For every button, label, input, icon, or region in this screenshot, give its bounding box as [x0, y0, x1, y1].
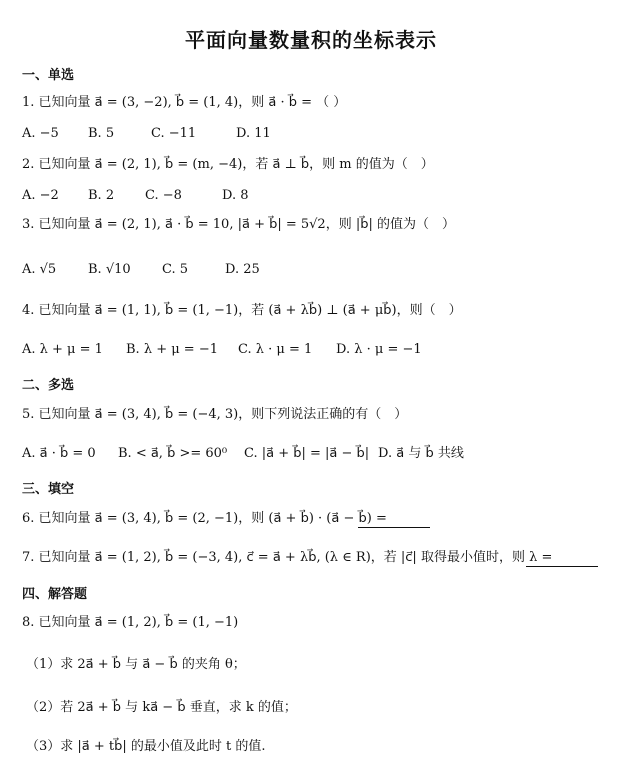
question-1-text: 1. 已知向量 a⃗ = (3, −2), b⃗ = (1, 4)，则 a⃗ · b⃗ = （ ） [22, 95, 347, 110]
question-4-option-d: D. λ · μ = −1 [336, 342, 422, 357]
question-7-text: 7. 已知向量 a⃗ = (1, 2), b⃗ = (−3, 4), c⃗ = a⃗ + λb⃗, (λ ∈ R)，若 |c⃗| 取得最小值时，则 λ = [22, 550, 553, 565]
question-4-option-b: B. λ + μ = −1 [126, 342, 218, 357]
question-4-text: 4. 已知向量 a⃗ = (1, 1), b⃗ = (1, −1)，若 (a⃗ + λb⃗) ⊥ (a⃗ + μb⃗)，则（ ） [22, 303, 462, 318]
section-heading-fill-in: 三、填空 [22, 482, 75, 497]
question-4-option-a: A. λ + μ = 1 [22, 342, 103, 357]
page-title: 平面向量数量积的坐标表示 [185, 28, 437, 52]
question-5-option-b: B. < a⃗, b⃗ >= 60⁰ [118, 446, 228, 461]
question-4-option-c: C. λ · μ = 1 [238, 342, 313, 357]
question-5-text: 5. 已知向量 a⃗ = (3, 4), b⃗ = (−4, 3)，则下列说法正确的有（ ） [22, 407, 408, 422]
question-3-option-b: B. √10 [88, 262, 131, 277]
question-7-answer-blank [526, 565, 598, 567]
question-6-text: 6. 已知向量 a⃗ = (3, 4), b⃗ = (2, −1)，则 (a⃗ + b⃗) · (a⃗ − b⃗) = [22, 511, 387, 526]
question-3-option-d: D. 25 [225, 262, 260, 277]
question-5-option-d: D. a⃗ 与 b⃗ 共线 [378, 446, 464, 461]
section-heading-single-choice: 一、单选 [22, 68, 75, 83]
section-heading-multiple-choice: 二、多选 [22, 378, 75, 393]
question-8-text: 8. 已知向量 a⃗ = (1, 2), b⃗ = (1, −1) [22, 615, 239, 630]
question-2-option-c: C. −8 [145, 188, 182, 203]
section-heading-solution: 四、解答题 [22, 587, 88, 602]
question-8-part-2: （2）若 2a⃗ + b⃗ 与 ka⃗ − b⃗ 垂直，求 k 的值； [26, 700, 297, 715]
question-3-text: 3. 已知向量 a⃗ = (2, 1), a⃗ · b⃗ = 10, |a⃗ + b⃗| = 5√2，则 |b⃗| 的值为（ ） [22, 217, 455, 232]
question-1-option-a: A. −5 [22, 126, 59, 141]
question-3-option-a: A. √5 [22, 262, 57, 277]
question-1-option-b: B. 5 [88, 126, 115, 141]
question-2-option-d: D. 8 [222, 188, 249, 203]
question-8-part-3: （3）求 |a⃗ + tb⃗| 的最小值及此时 t 的值. [26, 739, 266, 754]
question-2-text: 2. 已知向量 a⃗ = (2, 1), b⃗ = (m, −4)，若 a⃗ ⊥ b⃗，则 m 的值为（ ） [22, 157, 434, 172]
question-5-option-a: A. a⃗ · b⃗ = 0 [22, 446, 96, 461]
question-1-option-c: C. −11 [151, 126, 197, 141]
question-5-option-c: C. |a⃗ + b⃗| = |a⃗ − b⃗| [244, 446, 370, 461]
question-8-part-1: （1）求 2a⃗ + b⃗ 与 a⃗ − b⃗ 的夹角 θ； [26, 657, 246, 672]
question-3-option-c: C. 5 [162, 262, 189, 277]
question-1-option-d: D. 11 [236, 126, 271, 141]
question-6-answer-blank [358, 526, 430, 528]
question-2-option-a: A. −2 [22, 188, 59, 203]
question-2-option-b: B. 2 [88, 188, 115, 203]
